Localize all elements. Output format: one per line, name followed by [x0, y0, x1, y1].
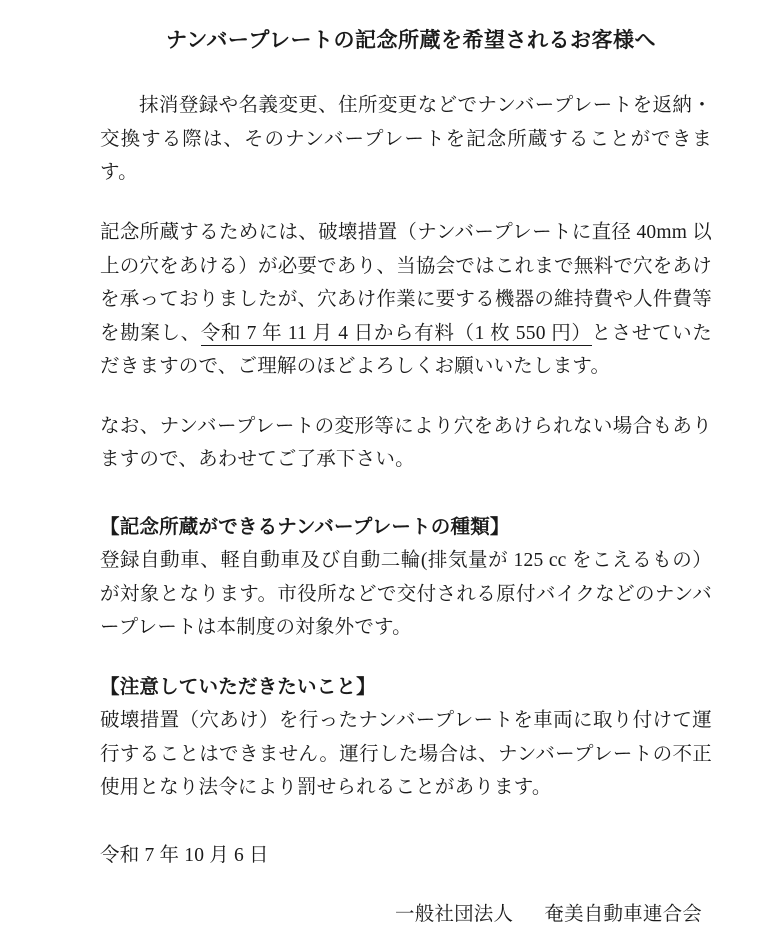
paragraph-intro: 抹消登録や名義変更、住所変更などでナンバープレートを返納・交換する際は、そのナンバープレートを記念所蔵することができます。: [100, 95, 712, 184]
fee-text-part1: 記念所蔵するためには、破壊措置（ナンバープレートに直径 40mm 以上の穴をあける）が必要であり、当協会ではこれまで無料で穴をあけを承っておりましたが、穴あけ作業に要する機器の維持費や人件費等を勘案し、: [100, 221, 712, 344]
spacer: [100, 55, 712, 89]
spacer: [100, 477, 712, 511]
spacer: [100, 190, 712, 216]
signature-block: [100, 898, 712, 932]
paragraph-note: なお、ナンバープレートの変形等により穴をあけられない場合もありますので、あわせてご了承下さい。: [100, 415, 712, 471]
paragraph-caution: 破壊措置（穴あけ）を行ったナンバープレートを車両に取り付けて運行することはできません。運行した場合は、ナンバープレートの不正使用となり法令により罰せられることがあります。: [100, 710, 712, 799]
section-heading-caution: 【注意していただきたいこと】: [100, 676, 376, 698]
document-date: 令和 7 年 10 月 6 日: [100, 844, 269, 866]
spacer: [100, 805, 712, 839]
paragraph-fee: [100, 216, 712, 384]
section-heading-types: 【記念所蔵ができるナンバープレートの種類】: [100, 516, 510, 538]
spacer: [100, 384, 712, 410]
fee-effective-date-highlight: 令和 7 年 11 月 4 日から有料（1 枚 550 円）: [200, 322, 592, 344]
spacer: [100, 645, 712, 671]
paragraph-types: 登録自動車、軽自動車及び自動二輪(排気量が 125 cc をこえるもの）が対象となります。市役所などで交付される原付バイクなどのナンバープレートは本制度の対象外です。: [100, 550, 712, 639]
spacer: [100, 872, 712, 898]
page-title: ナンバープレートの記念所蔵を希望されるお客様へ: [165, 28, 657, 52]
fee-text-part2: とさせていただきますので、ご理解のほどよろしくお願いいたします。: [100, 322, 713, 378]
signature-org-name: 奄美自動車連合会: [544, 904, 702, 926]
signature-org-type: 一般社団法人: [395, 904, 514, 926]
